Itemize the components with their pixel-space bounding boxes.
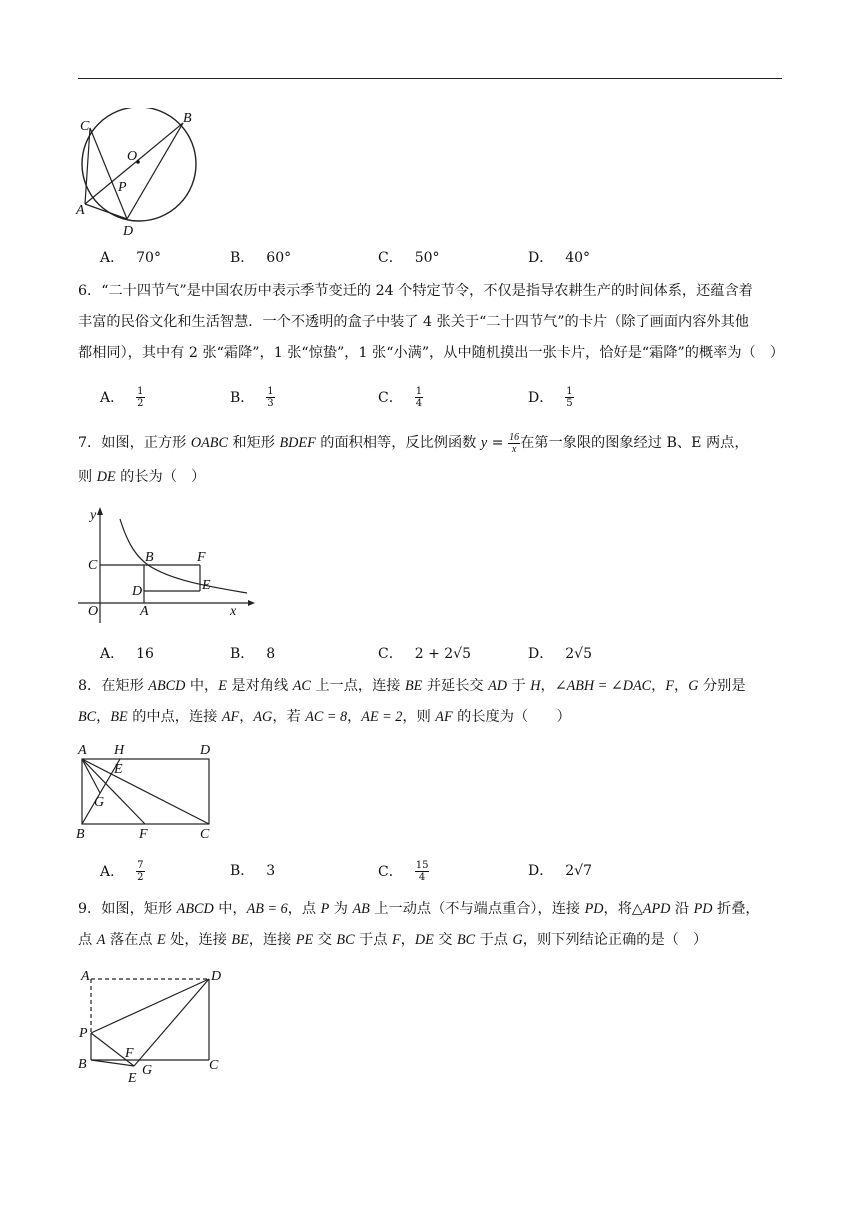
q5-label-p: P <box>118 180 127 195</box>
q7-line-2: 则 DE 的长为（ ） <box>78 469 206 485</box>
q8-option-a[interactable]: A． $\frac{7}{2}$ <box>100 860 144 883</box>
q7-label-e: E <box>202 578 211 593</box>
q9-line-1: 9．如图，矩形 ABCD 中，AB = 6，点 P 为 AB 上一动点（不与端点重合），连接 PD，将△APD 沿 PD 折叠， <box>78 901 760 917</box>
header-rule <box>78 78 782 79</box>
q9-label-c: C <box>209 1058 219 1073</box>
q6-option-d[interactable]: D． $\frac{1}{5}$ <box>528 386 573 409</box>
q7-label-y: y <box>90 508 97 523</box>
q7-option-b[interactable]: B． 8 <box>230 646 276 662</box>
q6-line-2: 丰富的民俗文化和生活智慧．一个不透明的盒子中装了 4 张关于“二十四节气”的卡片（除了画面内容外其他 <box>78 314 749 330</box>
q8-label-g: G <box>94 795 105 810</box>
q9-label-a: A <box>81 969 90 984</box>
q7-function-fraction: $\frac{16}{x}$ <box>509 431 520 455</box>
q7-option-a[interactable]: A． 16 <box>100 646 154 662</box>
q9-label-f: F <box>125 1046 134 1061</box>
q6-options <box>100 386 800 410</box>
q8-label-h: H <box>114 743 125 758</box>
q9-label-p: P <box>79 1026 88 1041</box>
q9-line-2: 点 A 落在点 E 处，连接 BE，连接 PE 交 BC 于点 F，DE 交 BC 于点 G，则下列结论正确的是（ ） <box>78 932 708 948</box>
q9-label-g: G <box>142 1063 153 1078</box>
q5-option-b[interactable]: B． 60° <box>230 250 292 266</box>
q6-option-c[interactable]: C． $\frac{1}{4}$ <box>378 386 423 409</box>
q6-option-b[interactable]: B． $\frac{1}{3}$ <box>230 386 274 409</box>
q5-label-b: B <box>183 111 192 126</box>
q8-label-f: F <box>139 827 148 842</box>
q8-line-2: BC，BE 的中点，连接 AF，AG，若 AC = 8，AE = 2，则 AF 的长度为（ ） <box>78 709 571 725</box>
q7-label-a: A <box>140 604 149 619</box>
q9-text <box>78 894 784 956</box>
q8-label-e: E <box>114 762 123 777</box>
q7-text <box>78 426 784 494</box>
q7-label-o: O <box>88 604 99 619</box>
q5-label-a: A <box>76 203 85 218</box>
q8-label-a: A <box>78 743 87 758</box>
q8-option-b[interactable]: B． 3 <box>230 863 276 879</box>
q7-label-c: C <box>88 558 98 573</box>
q7-hyperbola-figure <box>72 505 262 625</box>
q8-label-c: C <box>200 827 210 842</box>
q7-options <box>100 643 800 667</box>
q8-text <box>78 671 784 733</box>
q7-label-x: x <box>230 604 237 619</box>
q8-option-c[interactable]: C． $\frac{15}{4}$ <box>378 860 429 883</box>
q8-rectangle-figure <box>72 740 222 842</box>
q5-label-c: C <box>80 119 90 134</box>
q7-option-c[interactable]: C． 2 + 2√5 <box>378 646 471 662</box>
q9-label-d: D <box>211 969 222 984</box>
q6-line-1: 6．“二十四节气”是中国农历中表示季节变迁的 24 个特定节令，不仅是指导农耕生产的时间体系，还蕴含着 <box>78 283 753 299</box>
q6-text <box>78 276 784 369</box>
q5-option-c[interactable]: C． 50° <box>378 250 440 266</box>
q7-label-f: F <box>197 550 206 565</box>
q6-line-3: 都相同），其中有 2 张“霜降”，1 张“惊蛰”，1 张“小满”，从中随机摸出一张卡片，恰好是“霜降”的概率为（ ） <box>78 345 785 361</box>
q5-circle-figure <box>72 108 222 238</box>
q8-line-1: 8．在矩形 ABCD 中，E 是对角线 AC 上一点，连接 BE 并延长交 AD 于 H，∠ABH = ∠DAC，F，G 分别是 <box>78 678 746 694</box>
q7-option-d[interactable]: D． 2√5 <box>528 646 592 662</box>
q5-option-a[interactable]: A． 70° <box>100 250 161 266</box>
q8-label-b: B <box>76 827 85 842</box>
q6-option-a[interactable]: A． $\frac{1}{2}$ <box>100 386 144 409</box>
q7-label-b: B <box>145 550 154 565</box>
q9-label-b: B <box>78 1057 87 1072</box>
q9-fold-figure <box>72 962 232 1090</box>
q8-options <box>100 860 800 884</box>
q9-label-e: E <box>128 1071 137 1086</box>
q5-label-o: O <box>127 149 138 164</box>
q5-options <box>100 247 800 271</box>
q7-line-1: 7．如图，正方形 OABC 和矩形 BDEF 的面积相等，反比例函数 y = $\frac{16}{x}$ 在第一象限的图象经过 B、E 两点， <box>78 431 749 455</box>
q5-label-d: D <box>123 224 134 238</box>
q5-option-d[interactable]: D． 40° <box>528 250 591 266</box>
q8-label-d: D <box>200 743 211 758</box>
q7-label-d: D <box>132 584 143 599</box>
q8-option-d[interactable]: D． 2√7 <box>528 863 592 879</box>
